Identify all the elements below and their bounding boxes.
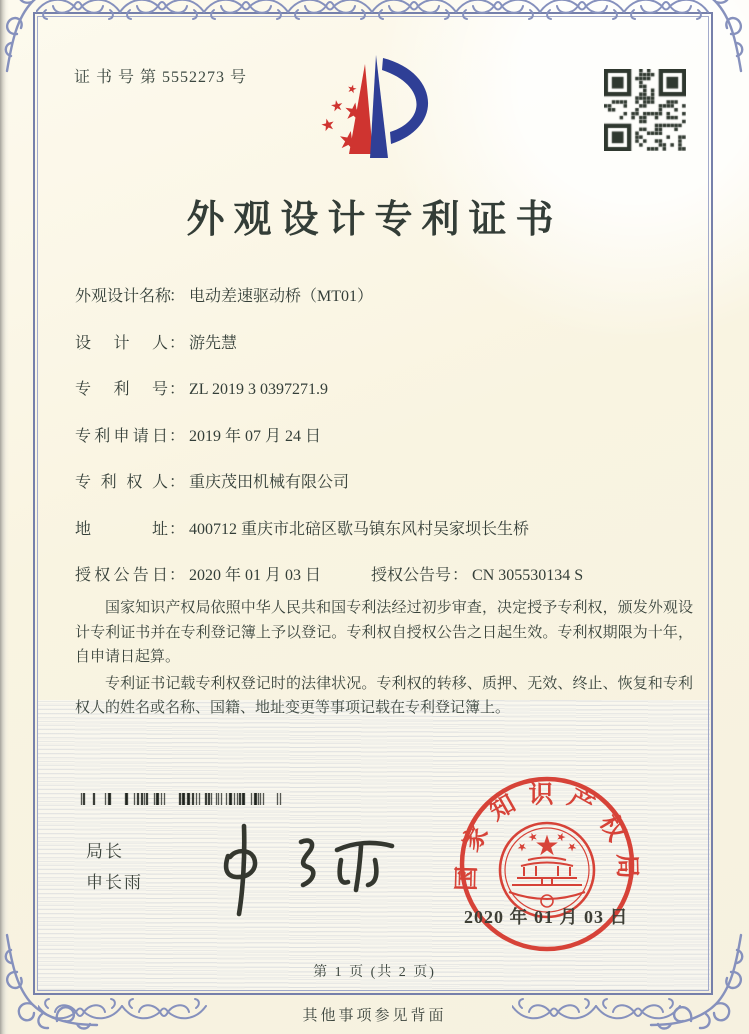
- field-value: 游先慧: [189, 334, 238, 352]
- scan-edge-shadow: [0, 0, 9, 1034]
- paragraph-grant-statement: 国家知识产权局依照中华人民共和国专利法经过初步审查，决定授予专利权，颁发外观设计专利证书并在专利登记簿上予以登记。专利权自授权公告之日起生效。专利权期限为十年，自申请日起算。: [75, 600, 693, 665]
- field-list: [75, 283, 695, 608]
- corner-flourish-top-right: [646, 0, 746, 76]
- field-value: 重庆茂田机械有限公司: [189, 474, 350, 491]
- field-label: 专 利 权 人: [75, 474, 168, 491]
- cnipa-logo-icon: [303, 46, 448, 166]
- field-patentee: 专 利 权 人： 重庆茂田机械有限公司: [75, 469, 695, 516]
- page-number: 第 1 页 (共 2 页): [313, 965, 436, 980]
- signer-title: 局长: [86, 842, 124, 861]
- border-ornament-top: [36, 0, 712, 24]
- paragraph-register-statement: 专利证书记载专利权登记时的法律状况。专利权的转移、质押、无效、终止、恢复和专利权人的姓名或名称、国籍、地址变更等事项记载在专利登记簿上。: [75, 675, 693, 716]
- field-value: 电动差速驱动桥（MT01）: [189, 288, 374, 305]
- legal-paragraphs: [75, 596, 693, 723]
- field-grant-number: 授权公告号： CN 305530134 S: [371, 567, 584, 584]
- field-label: 设 计 人: [75, 334, 168, 352]
- signer-name: 申长雨: [86, 873, 143, 892]
- field-address: 地 址： 400712 重庆市北碚区歇马镇东风村吴家坝长生桥: [75, 516, 695, 563]
- signer-block: [86, 836, 143, 898]
- field-label: 地 址: [75, 520, 168, 538]
- official-seal: [450, 774, 648, 966]
- signature-shen-changyu: [198, 816, 408, 920]
- qr-code: [604, 69, 686, 156]
- field-value: 400712 重庆市北碚区歇马镇东风村吴家坝长生桥: [189, 520, 530, 538]
- field-label: 专 利 号: [75, 381, 168, 398]
- field-designer: 设 计 人： 游先慧: [75, 330, 695, 377]
- field-grant-date: 授权公告日： 2020 年 01 月 03 日: [75, 567, 322, 584]
- field-patent-number: 专 利 号： ZL 2019 3 0397271.9: [75, 376, 695, 423]
- seal-text: 国家知识产权局: [453, 781, 641, 892]
- field-label: 专利申请日: [75, 427, 168, 445]
- certificate-title: 外观设计专利证书: [186, 199, 563, 241]
- seal-date: 2020 年 01 月 03 日: [464, 907, 629, 927]
- field-design-name: 外观设计名称： 电动差速驱动桥（MT01）: [75, 283, 695, 330]
- field-value: ZL 2019 3 0397271.9: [189, 381, 328, 398]
- field-label: 外观设计名称: [75, 288, 172, 305]
- back-side-note: 其他事项参见背面: [302, 1008, 447, 1024]
- field-filing-date: 专利申请日： 2019 年 07 月 24 日: [75, 423, 695, 470]
- barcode: [78, 792, 284, 810]
- field-value: 2019 年 07 月 24 日: [189, 427, 322, 445]
- certificate-number: 证 书 号 第 5552273 号: [74, 69, 248, 86]
